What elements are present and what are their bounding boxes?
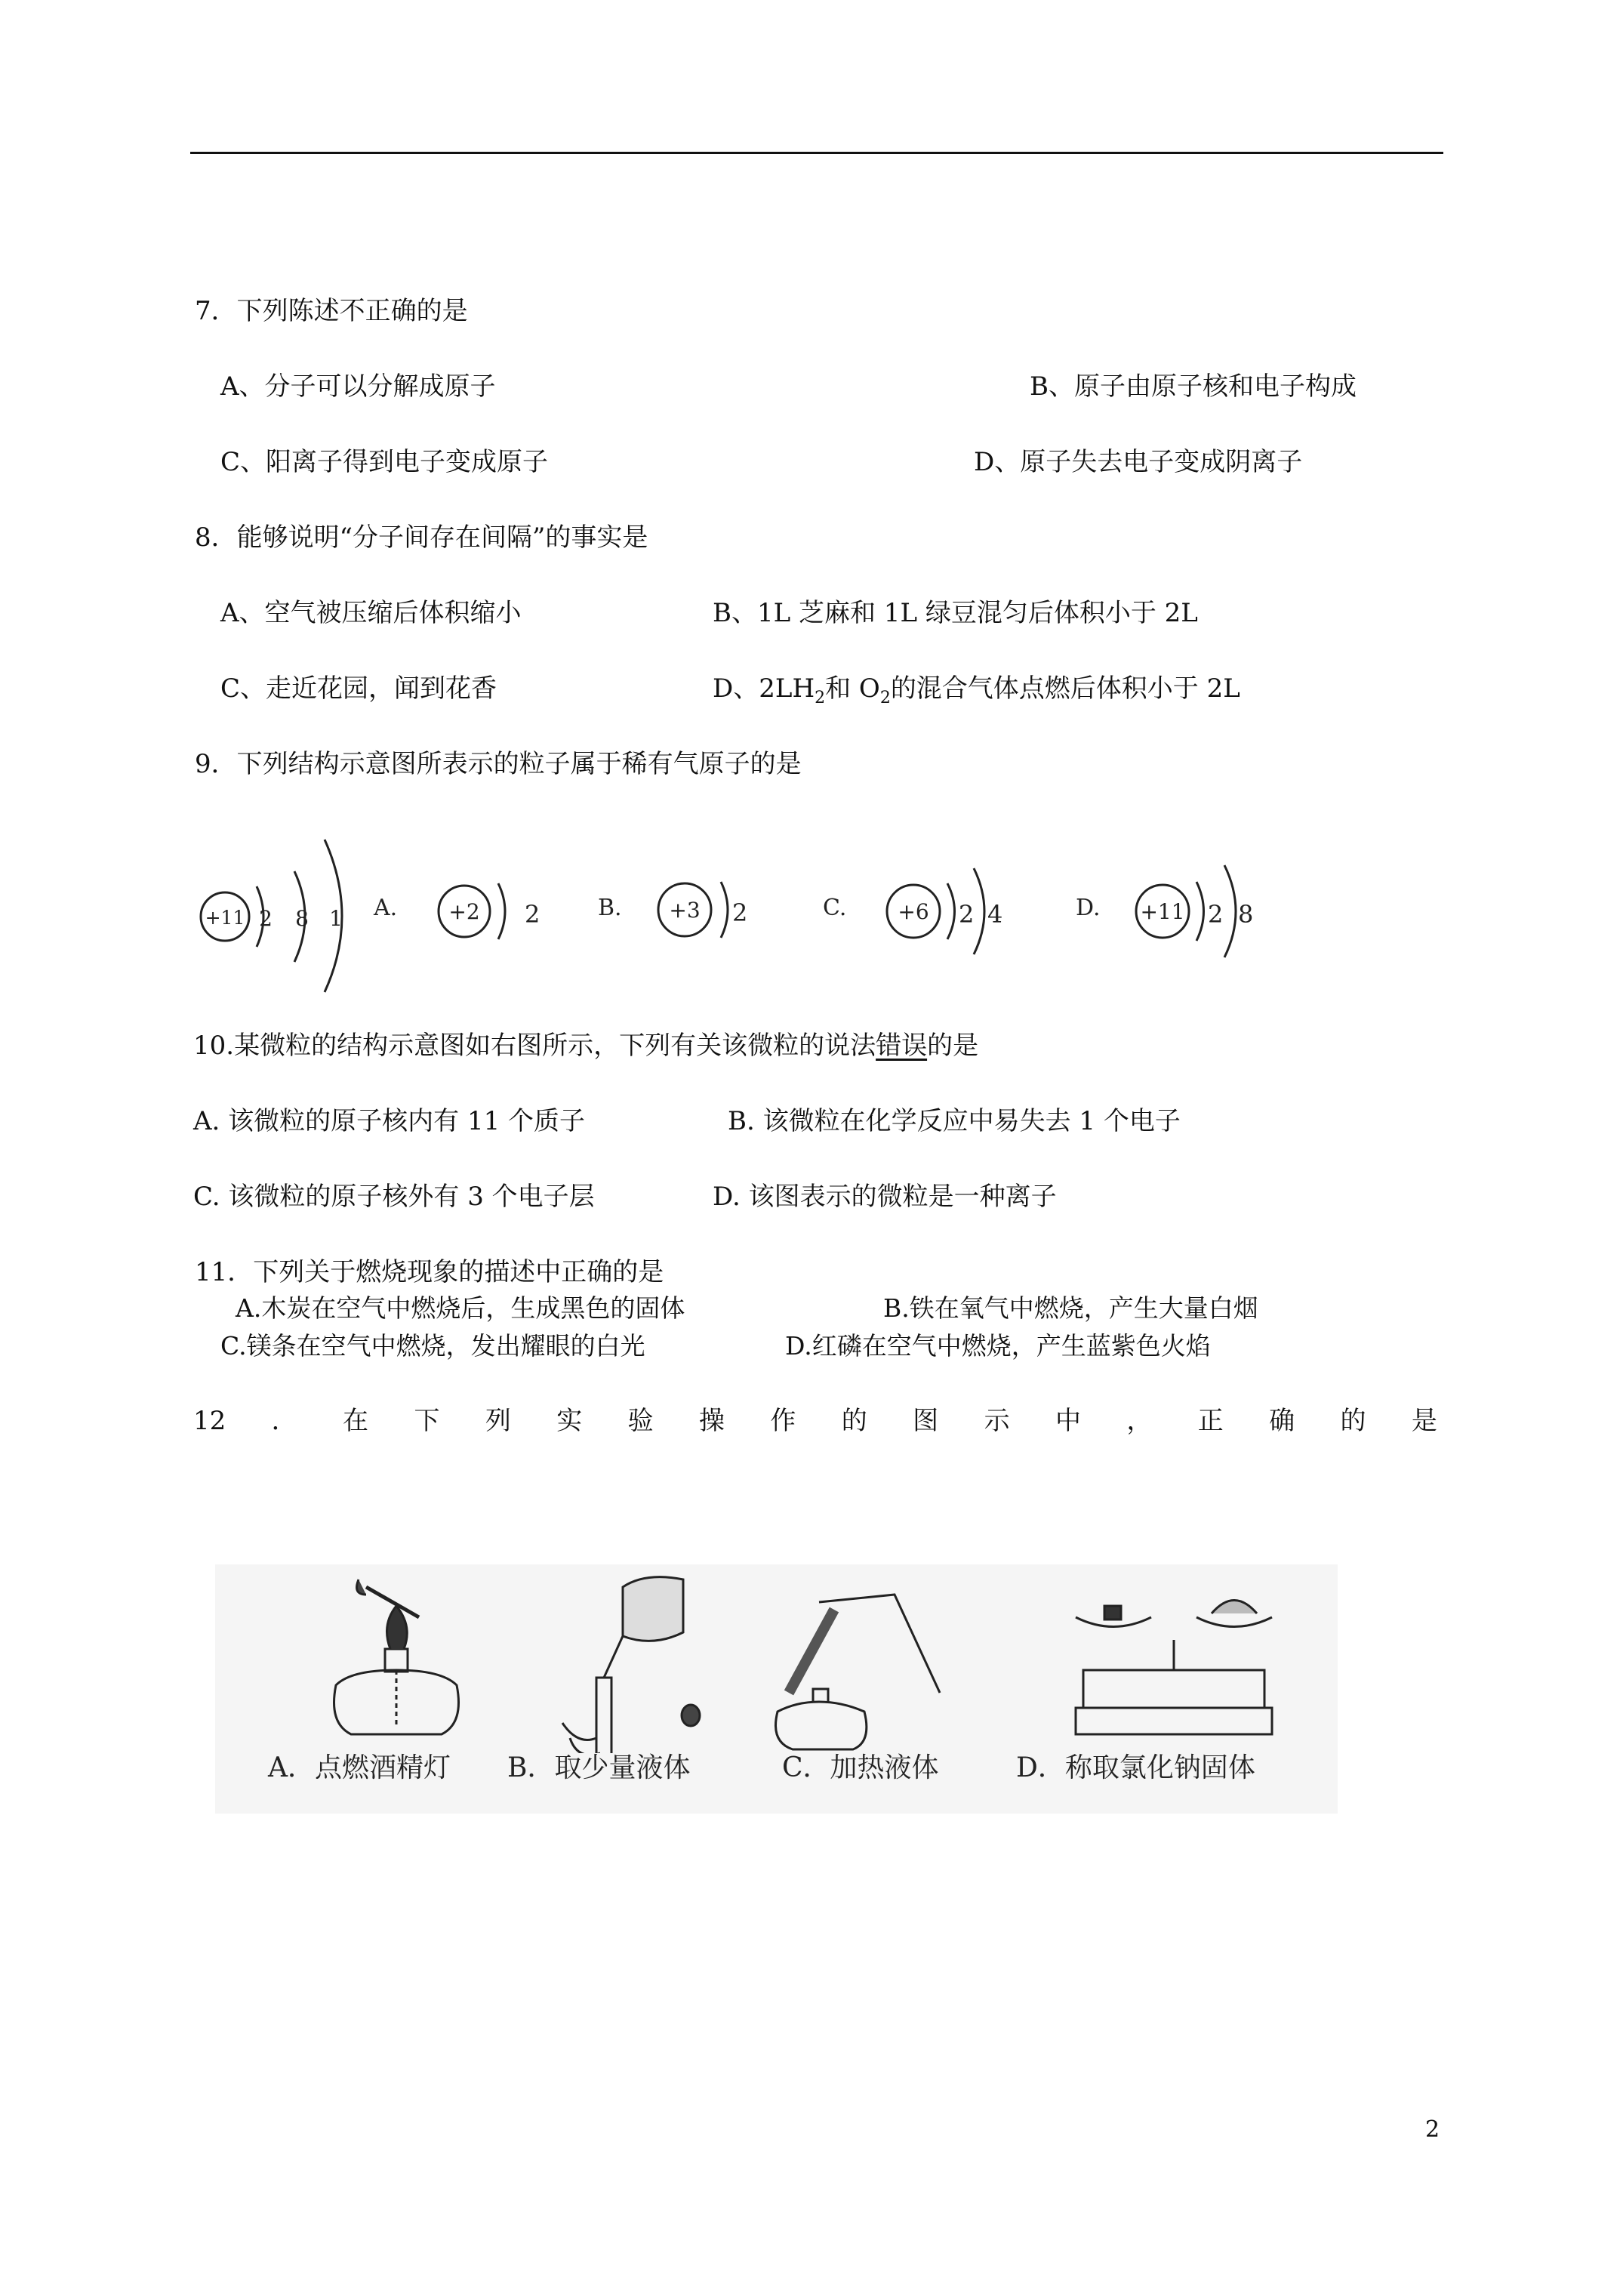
q7-option-d: D、原子失去电子变成阴离子 xyxy=(974,447,1303,477)
q11-option-a: A.木炭在空气中燃烧后，生成黑色的固体 xyxy=(236,1293,685,1323)
option-d-shell-2-arc xyxy=(1224,865,1236,957)
heating-test-tube-icon xyxy=(776,1595,941,1749)
option-d-shell-2-count: 8 xyxy=(1238,900,1254,929)
option-b-shell-arc xyxy=(721,882,728,938)
q10-option-b: B. 该微粒在化学反应中易失去 1 个电子 xyxy=(728,1106,1181,1136)
option-d-label: D. xyxy=(1076,895,1101,921)
option-c-shell-1-arc xyxy=(947,883,955,939)
option-b-label: B. xyxy=(598,895,622,921)
q11-option-b: B.铁在氧气中燃烧，产生大量白烟 xyxy=(883,1293,1258,1323)
ref-shell-2-count: 8 xyxy=(295,906,309,931)
alcohol-lamp-icon xyxy=(334,1579,459,1734)
option-a-shell-count: 2 xyxy=(525,900,540,929)
option-c-shell-2-count: 4 xyxy=(987,900,1003,929)
figure-label-a: A．点燃酒精灯 xyxy=(268,1752,451,1783)
header-rule xyxy=(190,152,1443,154)
option-d-shell-1-arc xyxy=(1196,882,1204,941)
page-number: 2 xyxy=(1425,2116,1440,2143)
option-a-label: A. xyxy=(374,895,398,921)
q10-option-d: D. 该图表示的微粒是一种离子 xyxy=(713,1182,1057,1212)
q12-stem: 12 ． 在 下 列 实 验 操 作 的 图 示 中 ， 正 确 的 是 xyxy=(193,1406,1437,1436)
option-a-shell-arc xyxy=(498,883,505,939)
atom-structure-diagrams xyxy=(181,823,1283,997)
q8-stem: 8．能够说明“分子间存在间隔”的事实是 xyxy=(195,522,648,553)
q7-option-b: B、原子由原子核和电子构成 xyxy=(1030,371,1357,402)
option-d-nucleus-label: +11 xyxy=(1140,899,1185,924)
ref-nucleus-label: +11 xyxy=(205,907,245,929)
q8-option-c: C、走近花园，闻到花香 xyxy=(220,673,497,704)
q10-option-a: A. 该微粒的原子核内有 11 个质子 xyxy=(193,1106,586,1136)
q7-stem: 7．下列陈述不正确的是 xyxy=(195,296,468,326)
q8-option-d: D、$2LH_2$和 $O_2$的混合气体点燃后体积小于 2L xyxy=(713,673,1240,707)
q11-option-c: C.镁条在空气中燃烧，发出耀眼的白光 xyxy=(220,1331,645,1361)
q11-option-d: D.红磷在空气中燃烧，产生蓝紫色火焰 xyxy=(785,1331,1211,1361)
option-c-shell-2-arc xyxy=(974,868,984,954)
q9-stem: 9．下列结构示意图所表示的粒子属于稀有气原子的是 xyxy=(195,749,802,779)
balance-scale-icon xyxy=(1076,1601,1272,1735)
option-c-shell-1-count: 2 xyxy=(959,900,975,929)
option-a-nucleus-label: +2 xyxy=(448,899,480,924)
ref-shell-3-count: 1 xyxy=(329,906,343,931)
ref-shell-1-count: 2 xyxy=(259,906,273,931)
option-b-nucleus-label: +3 xyxy=(669,898,701,923)
q7-option-a: A、分子可以分解成原子 xyxy=(220,371,496,402)
q11-stem: 11．下列关于燃烧现象的描述中正确的是 xyxy=(195,1257,664,1287)
figure-label-b: B．取少量液体 xyxy=(507,1752,691,1783)
experiment-illustrations xyxy=(215,1564,1338,1753)
test-tube-pouring-icon xyxy=(562,1577,700,1753)
q10-stem: 10.某微粒的结构示意图如右图所示，下列有关该微粒的说法错误的是 xyxy=(193,1031,979,1061)
figure-label-c: C．加热液体 xyxy=(782,1752,939,1783)
q10-option-c: C. 该微粒的原子核外有 3 个电子层 xyxy=(193,1182,595,1212)
q8-option-a: A、空气被压缩后体积缩小 xyxy=(220,598,522,628)
q7-option-c: C、阳离子得到电子变成原子 xyxy=(220,447,549,477)
option-b-shell-count: 2 xyxy=(732,898,748,927)
option-c-nucleus-label: +6 xyxy=(898,899,929,924)
option-d-shell-1-count: 2 xyxy=(1208,900,1224,929)
figure-label-d: D．称取氯化钠固体 xyxy=(1016,1752,1255,1783)
option-c-label: C. xyxy=(823,895,847,921)
q8-option-b: B、1L 芝麻和 1L 绿豆混匀后体积小于 2L xyxy=(713,598,1198,628)
